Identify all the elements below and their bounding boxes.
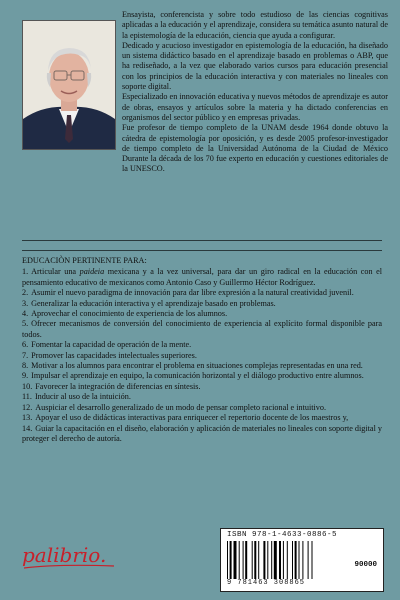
list-item: [22, 309, 382, 319]
list-item: [22, 351, 382, 361]
item-text: Fomentar la capacidad de operación de la mente.: [31, 340, 192, 350]
education-list: [22, 267, 382, 444]
author-bio: [122, 10, 388, 175]
item-number: 4.: [22, 309, 29, 319]
bio-paragraph: Dedicado y acucioso investigador en epistemología de la educación, ha diseñado un sistema didáctico basado en el aprendizaje basado en problemas o ABP, que ha rediseñado, a la vez que elaborado varios cursos para educación presencial con los principios de la educación interactiva y con materiales no lineales con soporte digital.: [122, 40, 388, 92]
emphasized-word: paideia: [79, 267, 105, 277]
list-item: [22, 371, 382, 381]
barcode-bar: [308, 541, 309, 579]
barcode-bar: [263, 541, 265, 579]
item-number: 14.: [22, 423, 33, 433]
barcode-bar: [299, 541, 300, 579]
barcode-bar: [287, 541, 288, 579]
barcode-bar: [252, 541, 253, 579]
item-number: 6.: [22, 340, 29, 350]
list-item: [22, 382, 382, 392]
divider-line: [22, 240, 382, 241]
divider-line: [22, 250, 382, 251]
list-item: [22, 319, 382, 340]
barcode-bar: [230, 541, 232, 579]
item-text: Articular una paideia mexicana y a la vez universal, para dar un giro radical en la educación con el pensamiento educativo de mexicanos como Antonio Caso y Guillermo Héctor Rodríguez.: [22, 267, 383, 287]
item-text: Favorecer la integración de diferencias en síntesis.: [35, 381, 201, 391]
barcode-block: [220, 528, 384, 592]
item-number: 1.: [22, 267, 29, 277]
item-text: Auspiciar el desarrollo generalizado de un modo de pensar completo racional e intuitivo.: [35, 402, 327, 412]
list-item: [22, 392, 382, 402]
barcode-bar: [312, 541, 313, 579]
author-photo: [22, 20, 116, 150]
barcode-bar: [271, 541, 272, 579]
item-text: Generalizar la educación interactiva y el aprendizaje basado en problemas.: [31, 298, 276, 308]
list-item: [22, 424, 382, 445]
list-item: [22, 340, 382, 350]
item-text: Impulsar el aprendizaje en equipo, la comunicación horizontal y el diálogo productivo entre alumnos.: [31, 371, 364, 381]
item-text: Motivar a los alumnos para encontrar el problema en situaciones complejas representadas en una red.: [31, 361, 363, 371]
barcode-bar: [234, 541, 237, 579]
barcode-bar: [245, 541, 247, 579]
item-number: 12.: [22, 402, 33, 412]
item-number: 3.: [22, 298, 29, 308]
item-number: 7.: [22, 350, 29, 360]
bio-paragraph: Especializado en innovación educativa y nuevos métodos de aprendizaje es autor de obras, ensayos y artículos sobre la materia y ha dictado conferencias en organismos del sector público y en empresas privadas.: [122, 92, 388, 122]
item-text: Promover las capacidades intelectuales superiores.: [31, 350, 197, 360]
bio-paragraph: Fue profesor de tiempo completo de la UNAM desde 1964 donde obtuvo la cátedra de epistemología por oposición, y es desde 2005 profesor-investigador de tiempo completo de la Universidad Autónoma de la Ciudad de México Durante la década de los 70 fue experto en educación y cuestiones editoriales de la UNESCO.: [122, 123, 388, 174]
isbn-label: ISBN 978-1-4633-0886-5: [227, 531, 338, 539]
barcode-bar: [279, 541, 281, 579]
item-number: 13.: [22, 413, 33, 423]
education-section: [22, 256, 382, 444]
item-text: Apoyar el uso de didácticas interactivas para enriquecer el repertorio docente de los maestros y,: [35, 413, 349, 423]
item-number: 5.: [22, 319, 29, 329]
barcode-bar: [239, 541, 240, 579]
barcode-bar: [274, 541, 277, 579]
barcode-bar: [292, 541, 293, 579]
barcode: [227, 541, 337, 579]
item-number: 9.: [22, 371, 29, 381]
barcode-bar: [227, 541, 228, 579]
list-item: [22, 361, 382, 371]
item-text: Aprovechar el conocimiento de experiencia de los alumnos.: [31, 309, 228, 319]
item-text: Inducir al uso de la intuición.: [34, 392, 131, 402]
publisher-logo: [18, 538, 128, 574]
barcode-bar: [283, 541, 284, 579]
price-code: 90000: [354, 561, 377, 569]
item-number: 11.: [22, 392, 32, 402]
barcode-bar: [254, 541, 256, 579]
list-item: [22, 288, 382, 298]
barcode-bar: [295, 541, 297, 579]
barcode-bar: [258, 541, 259, 579]
item-text: Guiar la capacitación en el diseño, elaboración y aplicación de materiales no lineales con soporte digital y proteger el derecho de autoría.: [22, 423, 382, 443]
barcode-bar: [243, 541, 244, 579]
barcode-bar: [302, 541, 303, 579]
section-heading: EDUCACIÒN PERTINENTE PARA:: [22, 256, 147, 265]
item-number: 8.: [22, 361, 29, 371]
list-item: [22, 413, 382, 423]
list-item: [22, 267, 382, 288]
item-text: Ofrecer mecanismos de conversión del conocimiento de experiencia al explícito formal disponible para todos.: [22, 319, 382, 339]
item-number: 10.: [22, 381, 33, 391]
list-item: [22, 299, 382, 309]
bio-paragraph: Ensayista, conferencista y sobre todo estudioso de las ciencias cognitivas aplicadas a la educación y el aprendizaje, considera su temática asunto natural de la epistemología de la educación, ciencia que ayuda a configurar.: [122, 10, 388, 40]
barcode-bar: [267, 541, 268, 579]
item-number: 2.: [22, 288, 29, 298]
item-text: Asumir el nuevo paradigma de innovación para dar libre expresión a la natural creatividad juvenil.: [31, 288, 354, 298]
barcode-number: 9 781463 308865: [227, 579, 306, 587]
list-item: [22, 403, 382, 413]
svg-text:palibrio.: palibrio.: [22, 543, 107, 567]
